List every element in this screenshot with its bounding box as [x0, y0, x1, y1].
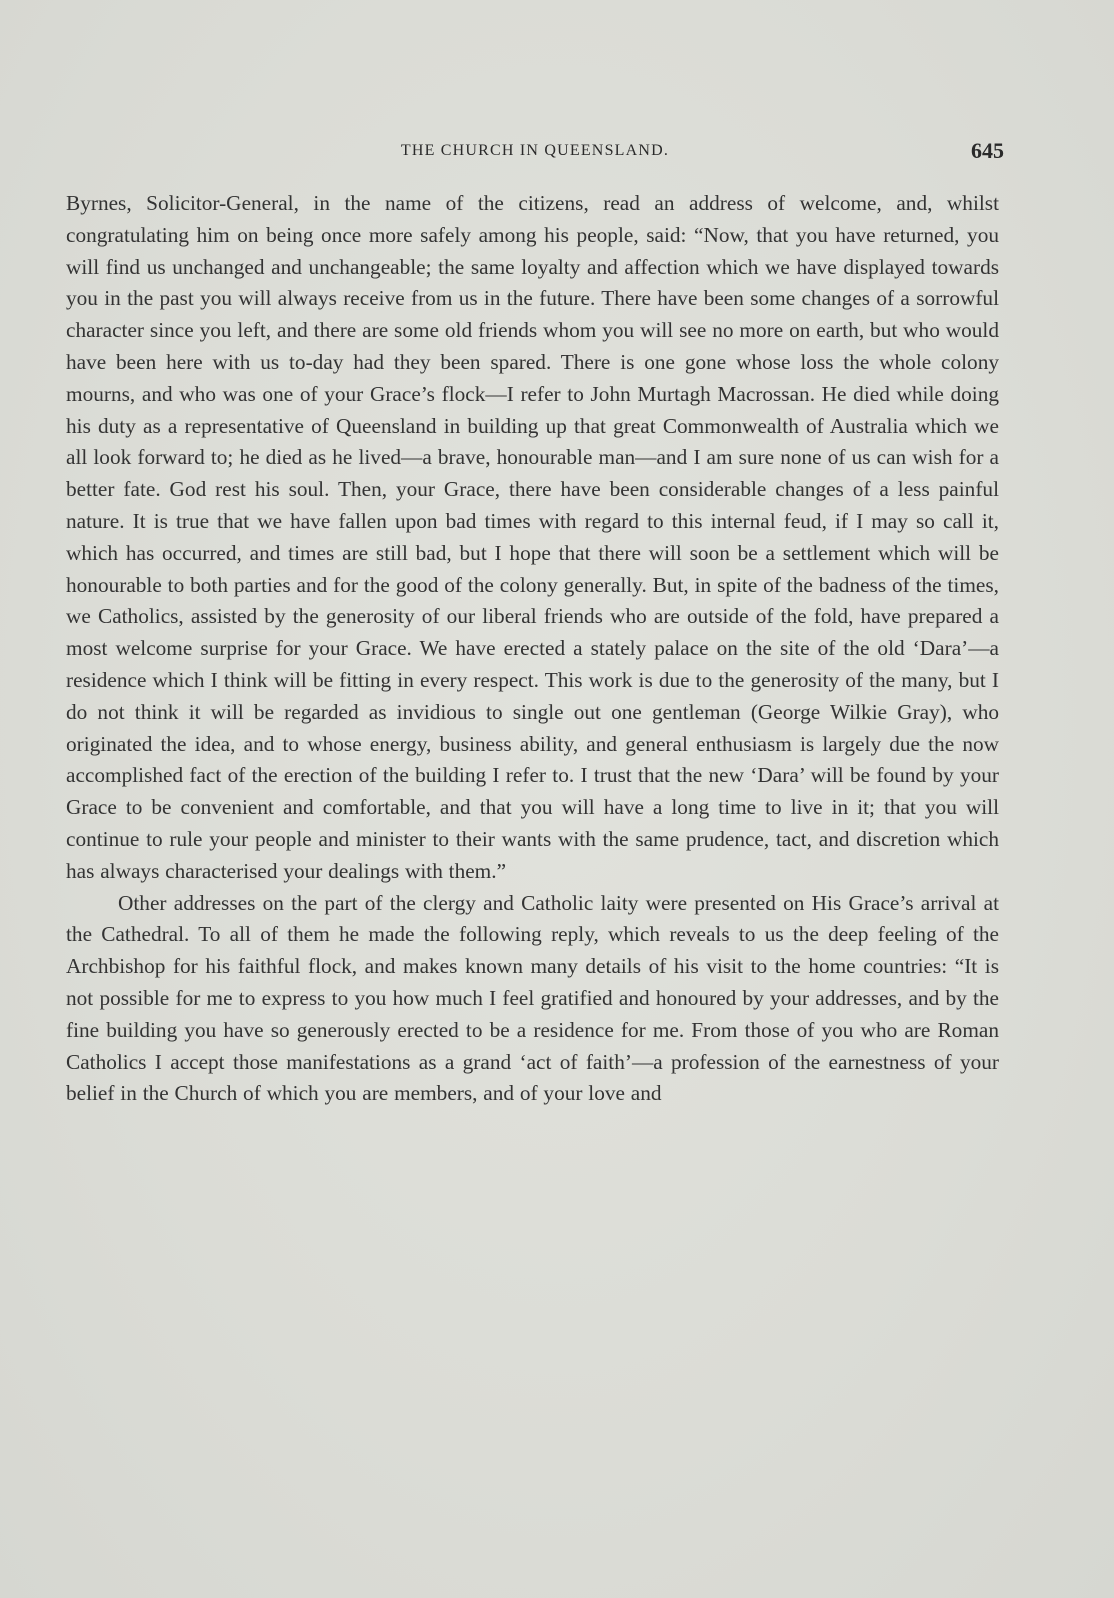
page-header — [66, 138, 1004, 168]
page-number: 645 — [971, 138, 1004, 163]
body-text — [66, 188, 999, 1110]
paragraph-2: Other addresses on the part of the clergy and Catholic laity were presented on His Grace’s arrival at the Cathedral. To all of them he made the following reply, which reveals to us the deep feeling of the Archbishop for his faithful flock, and makes known many details of his visit to the home countries: “It is not possible for me to express to you how much I feel gratified and honoured by your addresses, and by the fine building you have so generously erected to be a residence for me. From those of you who are Roman Catholics I accept those manifestations as a grand ‘act of faith’—a profession of the earnestness of your belief in the Church of which you are members, and of your love and — [66, 890, 999, 1106]
running-title: THE CHURCH IN QUEENSLAND. — [400, 142, 670, 159]
paragraph-1: Byrnes, Solicitor-General, in the name of the citizens, read an address of welcome, and, whilst congratulating him on being once more safely among his people, said: “Now, that you have returned, you will find us unchanged and unchangeable; the same loyalty and affection which we have displayed towards you in the past you will always receive from us in the future. There have been some changes of a sorrowful character since you left, and there are some old friends whom you will see no more on earth, but who would have been here with us to-day had they been spared. There is one gone whose loss the whole colony mourns, and who was one of your Grace’s flock—I refer to John Murtagh Macrossan. He died while doing his duty as a representative of Queensland in building up that great Commonwealth of Australia which we all look forward to; he died as he lived—a brave, honourable man—and I am sure none of us can wish for a better fate. God rest his soul. Then, your Grace, there have been considerable changes of a less painful nature. It is true that we have fallen upon bad times with regard to this internal feud, if I may so call it, which has occurred, and times are still bad, but I hope that there will soon be a settlement which will be honourable to both parties and for the good of the colony generally. But, in spite of the badness of the times, we Catholics, assisted by the generosity of our liberal friends who are outside of the fold, have prepared a most welcome surprise for your Grace. We have erected a stately palace on the site of the old ‘Dara’—a residence which I think will be fitting in every respect. This work is due to the generosity of the many, but I do not think it will be regarded as invidious to single out one gentleman (George Wilkie Gray), who originated the idea, and to whose energy, business ability, and general enthusiasm is largely due the now accomplished fact of the erection of the building I refer to. I trust that the new ‘Dara’ will be found by your Grace to be convenient and comfortable, and that you will have a long time to live in it; that you will continue to rule your people and minister to their wants with the same prudence, tact, and discretion which has always characterised your dealings with them.” — [66, 191, 999, 883]
